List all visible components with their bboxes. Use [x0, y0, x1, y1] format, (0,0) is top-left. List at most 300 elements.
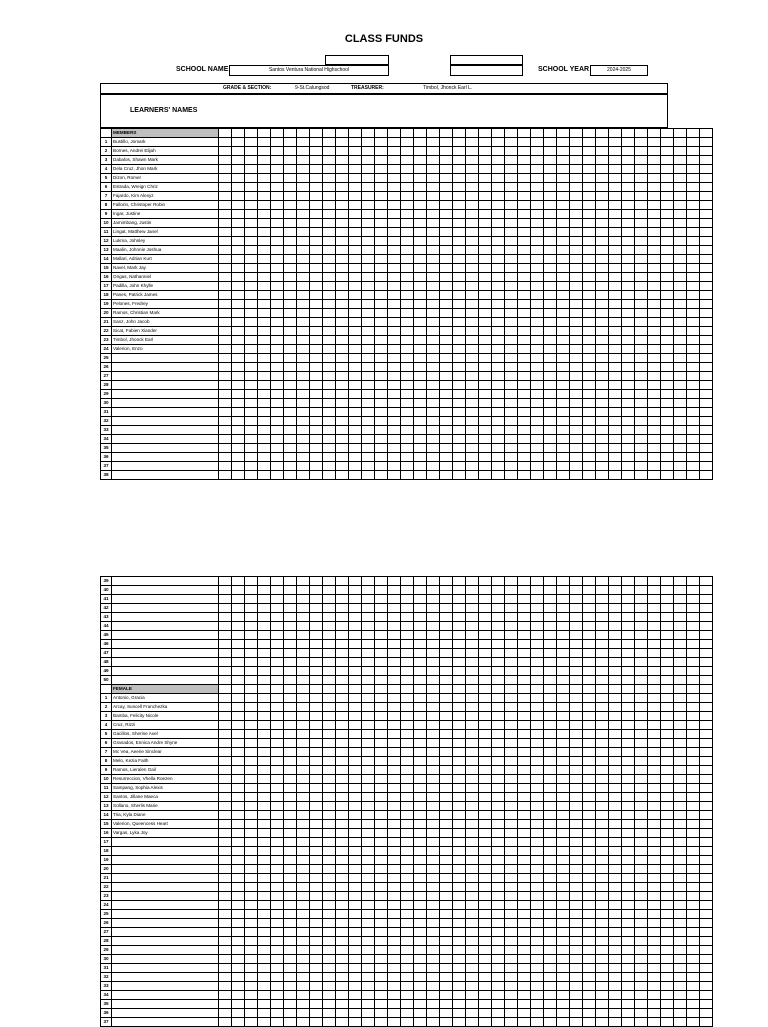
fund-cell[interactable] — [622, 721, 635, 730]
fund-cell[interactable] — [271, 613, 284, 622]
fund-cell[interactable] — [479, 1000, 492, 1009]
fund-cell[interactable] — [674, 237, 687, 246]
fund-cell[interactable] — [388, 622, 401, 631]
fund-cell[interactable] — [362, 604, 375, 613]
fund-cell[interactable] — [427, 748, 440, 757]
fund-cell[interactable] — [271, 955, 284, 964]
fund-cell[interactable] — [258, 156, 271, 165]
fund-cell[interactable] — [336, 327, 349, 336]
fund-cell[interactable] — [492, 363, 505, 372]
learner-name[interactable]: Ongas, Nathanniel — [112, 273, 219, 282]
fund-cell[interactable] — [427, 829, 440, 838]
fund-cell[interactable] — [219, 471, 232, 480]
fund-cell[interactable] — [687, 183, 700, 192]
fund-cell[interactable] — [622, 192, 635, 201]
fund-cell[interactable] — [362, 874, 375, 883]
fund-cell[interactable] — [596, 937, 609, 946]
fund-cell[interactable] — [583, 919, 596, 928]
fund-cell[interactable] — [531, 838, 544, 847]
fund-cell[interactable] — [700, 1000, 713, 1009]
fund-cell[interactable] — [375, 667, 388, 676]
fund-cell[interactable] — [518, 883, 531, 892]
fund-cell[interactable] — [596, 793, 609, 802]
fund-cell[interactable] — [232, 586, 245, 595]
fund-cell[interactable] — [310, 982, 323, 991]
fund-cell[interactable] — [648, 577, 661, 586]
fund-cell[interactable] — [271, 183, 284, 192]
fund-cell[interactable] — [219, 156, 232, 165]
fund-cell[interactable] — [258, 649, 271, 658]
fund-cell[interactable] — [284, 147, 297, 156]
learner-name[interactable] — [112, 417, 219, 426]
fund-cell[interactable] — [492, 892, 505, 901]
fund-cell[interactable] — [622, 604, 635, 613]
fund-cell[interactable] — [596, 1009, 609, 1018]
fund-cell[interactable] — [622, 658, 635, 667]
fund-cell[interactable] — [219, 748, 232, 757]
fund-cell[interactable] — [271, 775, 284, 784]
fund-cell[interactable] — [583, 703, 596, 712]
fund-cell[interactable] — [375, 883, 388, 892]
fund-cell[interactable] — [232, 595, 245, 604]
fund-cell[interactable] — [479, 973, 492, 982]
fund-cell[interactable] — [362, 730, 375, 739]
fund-cell[interactable] — [375, 577, 388, 586]
fund-cell[interactable] — [414, 156, 427, 165]
fund-cell[interactable] — [544, 192, 557, 201]
fund-cell[interactable] — [271, 676, 284, 685]
fund-cell[interactable] — [544, 640, 557, 649]
fund-cell[interactable] — [661, 255, 674, 264]
fund-cell[interactable] — [570, 237, 583, 246]
fund-cell[interactable] — [583, 174, 596, 183]
fund-cell[interactable] — [635, 829, 648, 838]
fund-cell[interactable] — [323, 577, 336, 586]
fund-cell[interactable] — [414, 748, 427, 757]
fund-cell[interactable] — [440, 201, 453, 210]
fund-cell[interactable] — [518, 802, 531, 811]
fund-cell[interactable] — [687, 264, 700, 273]
fund-cell[interactable] — [518, 210, 531, 219]
fund-cell[interactable] — [635, 757, 648, 766]
learner-name[interactable] — [112, 1000, 219, 1009]
fund-cell[interactable] — [700, 649, 713, 658]
fund-cell[interactable] — [440, 291, 453, 300]
fund-cell[interactable] — [297, 676, 310, 685]
fund-cell[interactable] — [609, 901, 622, 910]
fund-cell[interactable] — [245, 622, 258, 631]
fund-cell[interactable] — [219, 381, 232, 390]
fund-cell[interactable] — [479, 210, 492, 219]
fund-cell[interactable] — [505, 444, 518, 453]
fund-cell[interactable] — [349, 838, 362, 847]
fund-cell[interactable] — [622, 730, 635, 739]
fund-cell[interactable] — [674, 757, 687, 766]
fund-cell[interactable] — [531, 766, 544, 775]
fund-cell[interactable] — [414, 228, 427, 237]
fund-cell[interactable] — [544, 748, 557, 757]
fund-cell[interactable] — [284, 129, 297, 138]
fund-cell[interactable] — [258, 865, 271, 874]
fund-cell[interactable] — [466, 973, 479, 982]
fund-cell[interactable] — [310, 327, 323, 336]
fund-cell[interactable] — [388, 147, 401, 156]
fund-cell[interactable] — [544, 363, 557, 372]
fund-cell[interactable] — [609, 201, 622, 210]
fund-cell[interactable] — [453, 345, 466, 354]
fund-cell[interactable] — [453, 192, 466, 201]
fund-cell[interactable] — [635, 210, 648, 219]
fund-cell[interactable] — [258, 847, 271, 856]
fund-cell[interactable] — [401, 408, 414, 417]
fund-cell[interactable] — [492, 775, 505, 784]
fund-cell[interactable] — [323, 595, 336, 604]
fund-cell[interactable] — [427, 793, 440, 802]
fund-cell[interactable] — [232, 210, 245, 219]
fund-cell[interactable] — [297, 640, 310, 649]
fund-cell[interactable] — [609, 829, 622, 838]
fund-cell[interactable] — [674, 865, 687, 874]
fund-cell[interactable] — [557, 973, 570, 982]
fund-cell[interactable] — [271, 129, 284, 138]
fund-cell[interactable] — [284, 829, 297, 838]
fund-cell[interactable] — [219, 1018, 232, 1027]
fund-cell[interactable] — [609, 991, 622, 1000]
fund-cell[interactable] — [388, 1009, 401, 1018]
fund-cell[interactable] — [700, 820, 713, 829]
fund-cell[interactable] — [258, 165, 271, 174]
fund-cell[interactable] — [700, 471, 713, 480]
fund-cell[interactable] — [362, 955, 375, 964]
fund-cell[interactable] — [401, 219, 414, 228]
fund-cell[interactable] — [570, 982, 583, 991]
fund-cell[interactable] — [479, 273, 492, 282]
fund-cell[interactable] — [570, 577, 583, 586]
fund-cell[interactable] — [323, 264, 336, 273]
fund-cell[interactable] — [310, 604, 323, 613]
fund-cell[interactable] — [661, 399, 674, 408]
fund-cell[interactable] — [310, 856, 323, 865]
fund-cell[interactable] — [336, 426, 349, 435]
fund-cell[interactable] — [479, 802, 492, 811]
fund-cell[interactable] — [505, 937, 518, 946]
fund-cell[interactable] — [271, 264, 284, 273]
fund-cell[interactable] — [427, 775, 440, 784]
learner-name[interactable]: Vargas, Lyka Joy — [112, 829, 219, 838]
fund-cell[interactable] — [323, 372, 336, 381]
fund-cell[interactable] — [310, 613, 323, 622]
fund-cell[interactable] — [557, 129, 570, 138]
fund-cell[interactable] — [258, 300, 271, 309]
fund-cell[interactable] — [245, 147, 258, 156]
fund-cell[interactable] — [492, 649, 505, 658]
fund-cell[interactable] — [492, 802, 505, 811]
fund-cell[interactable] — [362, 622, 375, 631]
fund-cell[interactable] — [466, 354, 479, 363]
fund-cell[interactable] — [323, 730, 336, 739]
fund-cell[interactable] — [336, 156, 349, 165]
fund-cell[interactable] — [531, 622, 544, 631]
fund-cell[interactable] — [505, 354, 518, 363]
fund-cell[interactable] — [219, 363, 232, 372]
fund-cell[interactable] — [700, 453, 713, 462]
fund-cell[interactable] — [310, 354, 323, 363]
learner-name[interactable] — [112, 964, 219, 973]
learner-name[interactable]: Fajardo, Kim Alexyz — [112, 192, 219, 201]
fund-cell[interactable] — [544, 676, 557, 685]
fund-cell[interactable] — [245, 901, 258, 910]
fund-cell[interactable] — [648, 685, 661, 694]
fund-cell[interactable] — [375, 622, 388, 631]
fund-cell[interactable] — [505, 399, 518, 408]
fund-cell[interactable] — [492, 138, 505, 147]
fund-cell[interactable] — [258, 147, 271, 156]
fund-cell[interactable] — [271, 417, 284, 426]
learner-name[interactable]: Pelones, Fredrey — [112, 300, 219, 309]
fund-cell[interactable] — [232, 640, 245, 649]
fund-cell[interactable] — [453, 147, 466, 156]
fund-cell[interactable] — [700, 766, 713, 775]
fund-cell[interactable] — [492, 946, 505, 955]
fund-cell[interactable] — [609, 667, 622, 676]
fund-cell[interactable] — [414, 775, 427, 784]
fund-cell[interactable] — [284, 775, 297, 784]
fund-cell[interactable] — [596, 408, 609, 417]
fund-cell[interactable] — [219, 183, 232, 192]
fund-cell[interactable] — [414, 784, 427, 793]
fund-cell[interactable] — [466, 336, 479, 345]
fund-cell[interactable] — [661, 219, 674, 228]
fund-cell[interactable] — [258, 444, 271, 453]
fund-cell[interactable] — [310, 237, 323, 246]
fund-cell[interactable] — [310, 156, 323, 165]
fund-cell[interactable] — [544, 336, 557, 345]
fund-cell[interactable] — [414, 363, 427, 372]
fund-cell[interactable] — [284, 399, 297, 408]
fund-cell[interactable] — [570, 766, 583, 775]
learner-name[interactable] — [112, 883, 219, 892]
fund-cell[interactable] — [609, 856, 622, 865]
fund-cell[interactable] — [648, 210, 661, 219]
fund-cell[interactable] — [427, 147, 440, 156]
fund-cell[interactable] — [440, 426, 453, 435]
fund-cell[interactable] — [570, 471, 583, 480]
fund-cell[interactable] — [557, 775, 570, 784]
fund-cell[interactable] — [258, 631, 271, 640]
fund-cell[interactable] — [258, 640, 271, 649]
fund-cell[interactable] — [557, 982, 570, 991]
fund-cell[interactable] — [271, 219, 284, 228]
fund-cell[interactable] — [401, 363, 414, 372]
fund-cell[interactable] — [674, 210, 687, 219]
fund-cell[interactable] — [479, 372, 492, 381]
fund-cell[interactable] — [557, 847, 570, 856]
learner-name[interactable]: Lukma, Johnley — [112, 237, 219, 246]
fund-cell[interactable] — [310, 802, 323, 811]
fund-cell[interactable] — [284, 471, 297, 480]
fund-cell[interactable] — [661, 327, 674, 336]
fund-cell[interactable] — [336, 613, 349, 622]
fund-cell[interactable] — [635, 685, 648, 694]
learner-name[interactable]: Antonio, Gracia — [112, 694, 219, 703]
fund-cell[interactable] — [544, 955, 557, 964]
fund-cell[interactable] — [258, 336, 271, 345]
fund-cell[interactable] — [635, 919, 648, 928]
fund-cell[interactable] — [674, 309, 687, 318]
fund-cell[interactable] — [271, 712, 284, 721]
fund-cell[interactable] — [323, 381, 336, 390]
fund-cell[interactable] — [466, 739, 479, 748]
fund-cell[interactable] — [258, 174, 271, 183]
fund-cell[interactable] — [570, 264, 583, 273]
fund-cell[interactable] — [310, 426, 323, 435]
fund-cell[interactable] — [245, 955, 258, 964]
fund-cell[interactable] — [661, 856, 674, 865]
fund-cell[interactable] — [687, 327, 700, 336]
fund-cell[interactable] — [245, 210, 258, 219]
fund-cell[interactable] — [414, 471, 427, 480]
fund-cell[interactable] — [401, 381, 414, 390]
fund-cell[interactable] — [674, 462, 687, 471]
fund-cell[interactable] — [245, 802, 258, 811]
fund-cell[interactable] — [674, 820, 687, 829]
fund-cell[interactable] — [362, 426, 375, 435]
fund-cell[interactable] — [388, 685, 401, 694]
fund-cell[interactable] — [622, 309, 635, 318]
fund-cell[interactable] — [531, 462, 544, 471]
fund-cell[interactable] — [440, 685, 453, 694]
fund-cell[interactable] — [284, 847, 297, 856]
fund-cell[interactable] — [310, 820, 323, 829]
fund-cell[interactable] — [518, 345, 531, 354]
fund-cell[interactable] — [297, 775, 310, 784]
fund-cell[interactable] — [596, 417, 609, 426]
fund-cell[interactable] — [544, 255, 557, 264]
fund-cell[interactable] — [622, 694, 635, 703]
fund-cell[interactable] — [648, 381, 661, 390]
fund-cell[interactable] — [687, 219, 700, 228]
fund-cell[interactable] — [596, 811, 609, 820]
fund-cell[interactable] — [479, 586, 492, 595]
fund-cell[interactable] — [362, 640, 375, 649]
fund-cell[interactable] — [531, 210, 544, 219]
fund-cell[interactable] — [544, 838, 557, 847]
fund-cell[interactable] — [687, 838, 700, 847]
fund-cell[interactable] — [284, 784, 297, 793]
fund-cell[interactable] — [349, 829, 362, 838]
fund-cell[interactable] — [531, 309, 544, 318]
fund-cell[interactable] — [323, 811, 336, 820]
fund-cell[interactable] — [401, 631, 414, 640]
fund-cell[interactable] — [310, 829, 323, 838]
fund-cell[interactable] — [362, 237, 375, 246]
fund-cell[interactable] — [401, 417, 414, 426]
fund-cell[interactable] — [466, 372, 479, 381]
fund-cell[interactable] — [557, 748, 570, 757]
fund-cell[interactable] — [531, 129, 544, 138]
fund-cell[interactable] — [466, 586, 479, 595]
fund-cell[interactable] — [635, 471, 648, 480]
learner-name[interactable]: Sanz, John Jacob — [112, 318, 219, 327]
fund-cell[interactable] — [700, 856, 713, 865]
fund-cell[interactable] — [440, 399, 453, 408]
fund-cell[interactable] — [219, 919, 232, 928]
fund-cell[interactable] — [570, 165, 583, 174]
fund-cell[interactable] — [609, 946, 622, 955]
fund-cell[interactable] — [505, 892, 518, 901]
fund-cell[interactable] — [427, 577, 440, 586]
fund-cell[interactable] — [401, 721, 414, 730]
fund-cell[interactable] — [453, 919, 466, 928]
fund-cell[interactable] — [531, 631, 544, 640]
fund-cell[interactable] — [687, 892, 700, 901]
fund-cell[interactable] — [336, 829, 349, 838]
fund-cell[interactable] — [323, 937, 336, 946]
fund-cell[interactable] — [245, 613, 258, 622]
fund-cell[interactable] — [674, 246, 687, 255]
fund-cell[interactable] — [466, 784, 479, 793]
fund-cell[interactable] — [518, 156, 531, 165]
fund-cell[interactable] — [492, 847, 505, 856]
fund-cell[interactable] — [310, 435, 323, 444]
fund-cell[interactable] — [622, 811, 635, 820]
learner-name[interactable] — [112, 586, 219, 595]
fund-cell[interactable] — [336, 336, 349, 345]
fund-cell[interactable] — [414, 964, 427, 973]
fund-cell[interactable] — [349, 381, 362, 390]
fund-cell[interactable] — [505, 435, 518, 444]
fund-cell[interactable] — [453, 856, 466, 865]
fund-cell[interactable] — [596, 300, 609, 309]
fund-cell[interactable] — [388, 318, 401, 327]
fund-cell[interactable] — [635, 766, 648, 775]
fund-cell[interactable] — [609, 649, 622, 658]
fund-cell[interactable] — [570, 703, 583, 712]
fund-cell[interactable] — [492, 327, 505, 336]
fund-cell[interactable] — [674, 273, 687, 282]
fund-cell[interactable] — [336, 273, 349, 282]
fund-cell[interactable] — [362, 811, 375, 820]
fund-cell[interactable] — [700, 793, 713, 802]
fund-cell[interactable] — [583, 210, 596, 219]
fund-cell[interactable] — [622, 417, 635, 426]
fund-cell[interactable] — [596, 372, 609, 381]
fund-cell[interactable] — [687, 910, 700, 919]
fund-cell[interactable] — [700, 138, 713, 147]
fund-cell[interactable] — [219, 435, 232, 444]
fund-cell[interactable] — [219, 264, 232, 273]
fund-cell[interactable] — [427, 237, 440, 246]
fund-cell[interactable] — [609, 784, 622, 793]
fund-cell[interactable] — [687, 282, 700, 291]
fund-cell[interactable] — [375, 613, 388, 622]
fund-cell[interactable] — [453, 363, 466, 372]
fund-cell[interactable] — [375, 748, 388, 757]
fund-cell[interactable] — [284, 676, 297, 685]
fund-cell[interactable] — [271, 246, 284, 255]
fund-cell[interactable] — [427, 649, 440, 658]
fund-cell[interactable] — [219, 327, 232, 336]
fund-cell[interactable] — [440, 712, 453, 721]
fund-cell[interactable] — [310, 739, 323, 748]
fund-cell[interactable] — [635, 802, 648, 811]
fund-cell[interactable] — [271, 165, 284, 174]
fund-cell[interactable] — [323, 793, 336, 802]
fund-cell[interactable] — [271, 721, 284, 730]
fund-cell[interactable] — [661, 1018, 674, 1027]
fund-cell[interactable] — [414, 739, 427, 748]
fund-cell[interactable] — [297, 453, 310, 462]
